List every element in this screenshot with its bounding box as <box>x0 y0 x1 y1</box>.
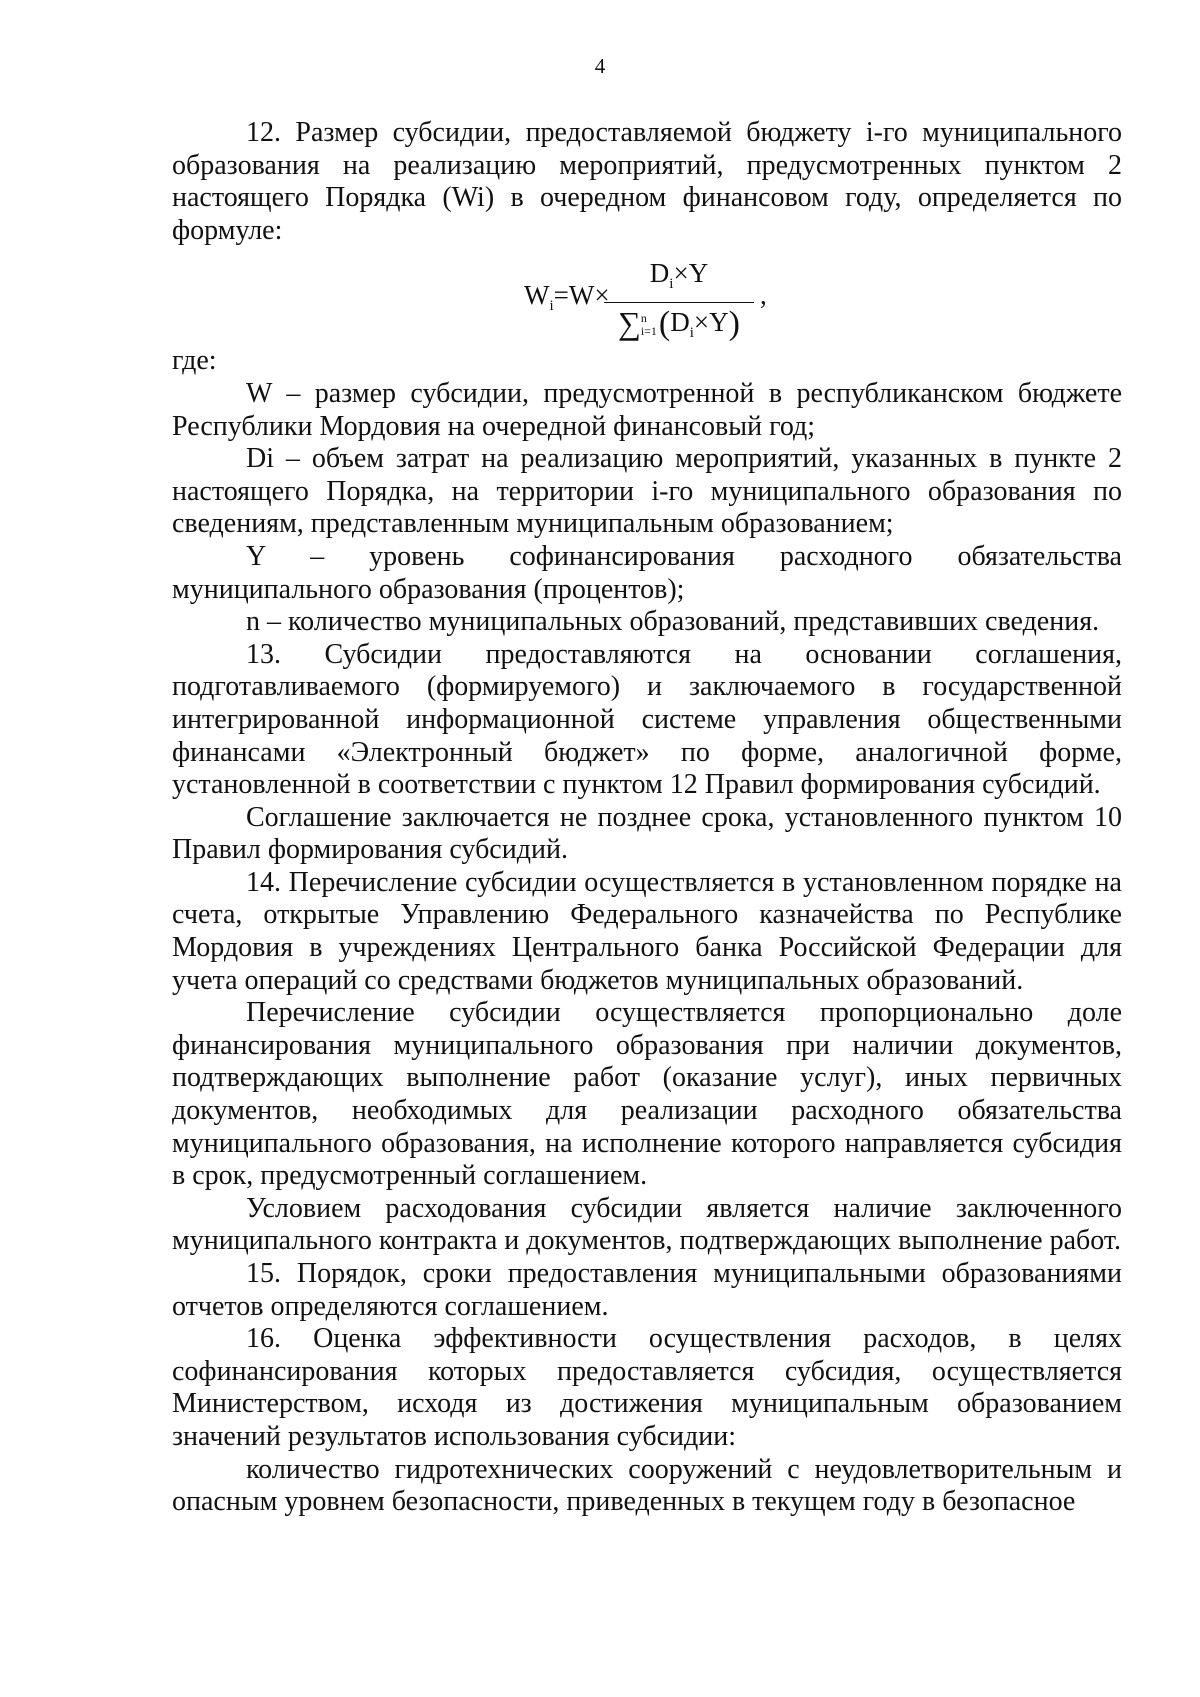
formula-block <box>172 247 1122 345</box>
page-number: 4 <box>594 54 606 78</box>
formula-lhs <box>524 279 610 323</box>
formula-upper-limit: n <box>640 311 647 326</box>
subsidy-formula <box>524 257 824 347</box>
definition-w: W – размер субсидии, предусмотренной в республиканском бюджете Республики Мордовия на очередной финансовый год; <box>172 377 1122 442</box>
paragraph-14-condition: Условием расходования субсидии является наличие заключенного муниципального контракта и документов, подтверждающих выполнение работ. <box>172 1192 1122 1257</box>
formula-den-d: D <box>670 307 690 338</box>
formula-sum-limits <box>641 312 657 338</box>
document-body <box>172 117 1122 1519</box>
formula-w-i-subscript: i <box>549 298 554 315</box>
formula-denominator <box>604 303 754 352</box>
formula-num-times-y: ×Y <box>673 258 709 289</box>
paragraph-16: 16. Оценка эффективности осуществления расходов, в целях софинансирования которых предоставляется субсидия, осуществляется Министерством, исходя из достижения муниципальным образованием значений результатов использования субсидии: <box>172 1323 1122 1452</box>
formula-lower-limit: i=1 <box>640 324 657 339</box>
formula-paren-close: ) <box>728 305 740 343</box>
paragraph-16-indicator: количество гидротехнических сооружений с неудовлетворительным и опасным уровнем безопасности, приведенных в текущем году в безопасное <box>172 1453 1122 1518</box>
definition-y: Y – уровень софинансирования расходного обязательства муниципального образования (процентов); <box>172 540 1122 605</box>
formula-num-d-subscript: i <box>669 276 674 293</box>
definition-di: Di – объем затрат на реализацию мероприятий, указанных в пункте 2 настоящего Порядка, на территории i-го муниципального образования по сведениям, представленным муниципальным образованием; <box>172 443 1122 540</box>
paragraph-14: 14. Перечисление субсидии осуществляется в установленном порядке на счета, открытые Управлению Федерального казначейства по Республике Мордовия в учреждениях Центрального банка Российской Федерации для учета операций со средствами бюджетов муниципальных образований. <box>172 866 1122 996</box>
formula-numerator <box>604 257 754 300</box>
paragraph-13-agreement: Соглашение заключается не позднее срока, установленного пунктом 10 Правил формирования субсидий. <box>172 801 1122 866</box>
formula-den-d-subscript: i <box>689 325 694 342</box>
where-label: где: <box>172 345 217 377</box>
formula-comma: , <box>760 280 767 311</box>
formula-fraction <box>604 257 754 352</box>
paragraph-15: 15. Порядок, сроки предоставления муниципальными образованиями отчетов определяются соглашением. <box>172 1258 1122 1322</box>
formula-w-i: W <box>524 280 550 311</box>
paragraph-13: 13. Субсидии предоставляются на основании соглашения, подготавливаемого (формируемого) и заключаемого в государственной интегрированной информационной системе управления общественными финансами «Электронный бюджет» по форме, аналогичной форме, установленной в соответствии с пунктом 12 Правил формирования субсидий. <box>172 638 1122 801</box>
paragraph-14-transfer: Перечисление субсидии осуществляется пропорционально доле финансирования муниципального образования при наличии документов, подтверждающих выполнение работ (оказание услуг), иных первичных документов, необходимых для реализации расходного обязательства муниципального образования, на исполнение которого направляется субсидия в срок, предусмотренный соглашением. <box>172 997 1122 1192</box>
formula-equals-w-times: =W× <box>553 280 610 311</box>
formula-paren-open: ( <box>658 305 671 343</box>
definition-n: n – количество муниципальных образований, представивших сведения. <box>246 606 1100 638</box>
formula-num-d: D <box>649 258 670 289</box>
paragraph-12: 12. Размер субсидии, предоставляемой бюджету i-го муниципального образования на реализацию мероприятий, предусмотренных пунктом 2 настоящего Порядка (Wi) в очередном финансовом году, определяется по формуле: <box>172 117 1122 246</box>
formula-sigma: ∑ <box>618 305 641 342</box>
formula-den-times-y: ×Y <box>693 307 729 338</box>
